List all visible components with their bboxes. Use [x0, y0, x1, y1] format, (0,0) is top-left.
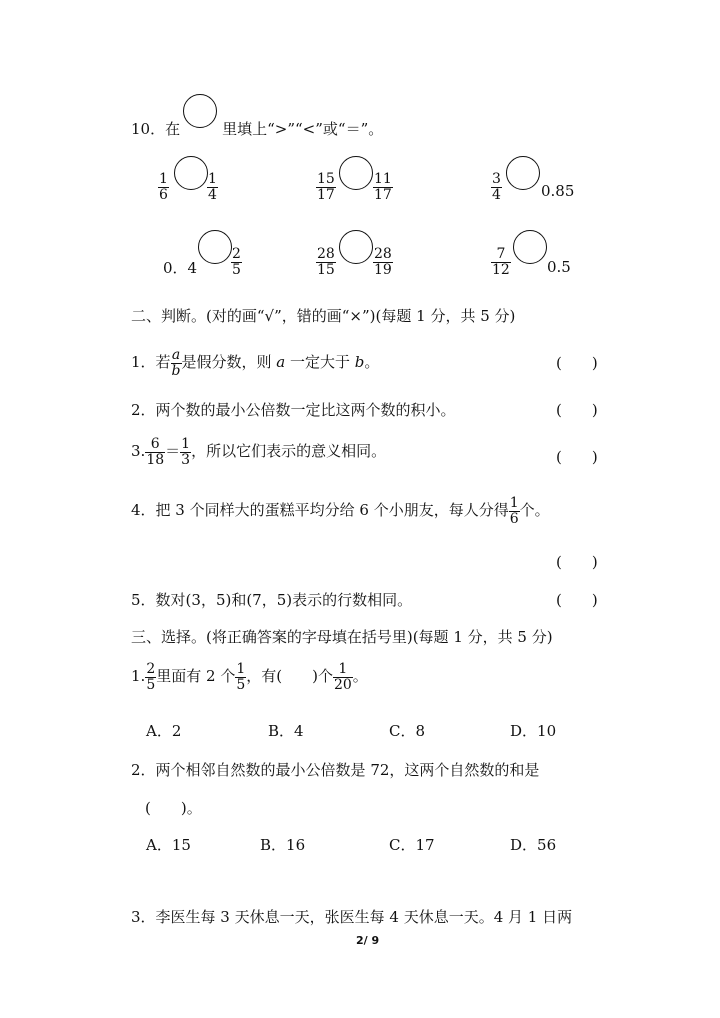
- fraction: $\frac{15}{17}$: [317, 171, 335, 203]
- option-b[interactable]: B．4: [268, 722, 304, 740]
- choice-q2-line2[interactable]: ( )。: [145, 799, 202, 817]
- option-a[interactable]: A．15: [146, 836, 191, 854]
- answer-paren[interactable]: ( ): [556, 448, 598, 466]
- fraction: $\frac{1}{6}$: [509, 495, 519, 527]
- option-d[interactable]: D．56: [510, 836, 557, 854]
- fraction: $\frac{a}{b}$: [171, 347, 181, 379]
- q10-item-5-right: [373, 247, 393, 277]
- page-number: 2/ 9: [356, 934, 380, 947]
- judge-q1-text2: 一定大于: [285, 353, 355, 372]
- q10-item-4: 0．4: [163, 259, 198, 277]
- q10-header: [131, 118, 383, 139]
- judge-q5: 5．数对(3，5)和(7，5)表示的行数相同。: [131, 591, 413, 609]
- equals-sign: ＝: [165, 442, 181, 461]
- q10-header-text: 里填上“>”“<”或“＝”。: [222, 120, 384, 138]
- answer-paren[interactable]: ( ): [556, 553, 598, 571]
- q10-item-3-right: 0.85: [541, 182, 575, 200]
- fraction: $\frac{1}{4}$: [208, 171, 217, 203]
- judge-q4-text: 4．把 3 个同样大的蛋糕平均分给 6 个小朋友，每人分得: [131, 501, 509, 520]
- q10-item-4-right: [231, 247, 242, 277]
- fraction: $\frac{6}{18}$: [146, 436, 165, 468]
- choice-q1-prefix: 1.: [131, 667, 146, 686]
- section-choice-title: 三、选择。(将正确答案的字母填在括号里)(每题 1 分，共 5 分): [131, 628, 553, 646]
- fraction: $\frac{11}{17}$: [374, 171, 392, 203]
- fraction: $\frac{3}{4}$: [492, 171, 501, 203]
- judge-q1-text: 是假分数，则: [181, 353, 277, 372]
- fraction: $\frac{2}{5}$: [146, 661, 156, 693]
- fraction: $\frac{1}{5}$: [236, 661, 246, 693]
- var-b: b: [354, 353, 365, 372]
- q10-item-6: [491, 247, 511, 277]
- fraction: $\frac{1}{20}$: [333, 661, 352, 693]
- fraction: $\frac{28}{19}$: [374, 246, 392, 278]
- fraction: $\frac{1}{3}$: [181, 436, 191, 468]
- option-c[interactable]: C．17: [389, 836, 435, 854]
- section-judge-title: 二、判断。(对的画“√”，错的画“×”)(每题 1 分，共 5 分): [131, 307, 516, 325]
- q10-item-3: [491, 172, 502, 202]
- judge-q4: [131, 496, 550, 526]
- judge-q4-end: 个。: [519, 501, 550, 520]
- option-c[interactable]: C．8: [389, 722, 426, 740]
- option-a[interactable]: A．2: [146, 722, 182, 740]
- q10-header-number: 10．在: [131, 120, 181, 138]
- fraction: $\frac{2}{5}$: [232, 246, 241, 278]
- choice-q1-text2: ，有( )个: [246, 667, 333, 686]
- compare-circle[interactable]: [174, 156, 208, 190]
- q10-item-2-right: [373, 172, 393, 202]
- fraction: $\frac{1}{6}$: [159, 171, 168, 203]
- judge-q1-prefix: 1．若: [131, 353, 171, 372]
- choice-q1-text: 里面有 2 个: [156, 667, 236, 686]
- compare-circle[interactable]: [339, 156, 373, 190]
- answer-paren[interactable]: ( ): [556, 354, 598, 372]
- q10-item-1-right: [207, 172, 218, 202]
- fraction: $\frac{28}{15}$: [317, 246, 335, 278]
- compare-circle[interactable]: [506, 156, 540, 190]
- compare-circle[interactable]: [513, 230, 547, 264]
- q10-item-6-right: 0.5: [547, 258, 571, 276]
- judge-q3-text: ，所以它们表示的意义相同。: [191, 442, 387, 461]
- option-b[interactable]: B．16: [260, 836, 306, 854]
- option-d[interactable]: D．10: [510, 722, 557, 740]
- choice-q3-line1: 3．李医生每 3 天休息一天，张医生每 4 天休息一天。4 月 1 日两: [131, 908, 573, 926]
- fraction: $\frac{7}{12}$: [492, 246, 510, 278]
- answer-paren[interactable]: ( ): [556, 401, 598, 419]
- judge-q1: [131, 348, 379, 378]
- judge-q3: [131, 437, 386, 467]
- judge-q3-prefix: 3.: [131, 442, 146, 461]
- answer-paren[interactable]: ( ): [556, 591, 598, 609]
- judge-q1-end: 。: [364, 353, 380, 372]
- choice-q2-line1: 2．两个相邻自然数的最小公倍数是 72，这两个自然数的和是: [131, 761, 540, 779]
- compare-circle[interactable]: [339, 230, 373, 264]
- q10-item-1: [158, 172, 169, 202]
- judge-q2: 2．两个数的最小公倍数一定比这两个数的积小。: [131, 401, 456, 419]
- compare-circle[interactable]: [198, 230, 232, 264]
- compare-circle[interactable]: [183, 94, 217, 128]
- choice-q1: [131, 662, 368, 692]
- var-a: a: [276, 353, 286, 372]
- choice-q1-end: 。: [352, 667, 368, 686]
- q10-item-5: [316, 247, 336, 277]
- q10-item-2: [316, 172, 336, 202]
